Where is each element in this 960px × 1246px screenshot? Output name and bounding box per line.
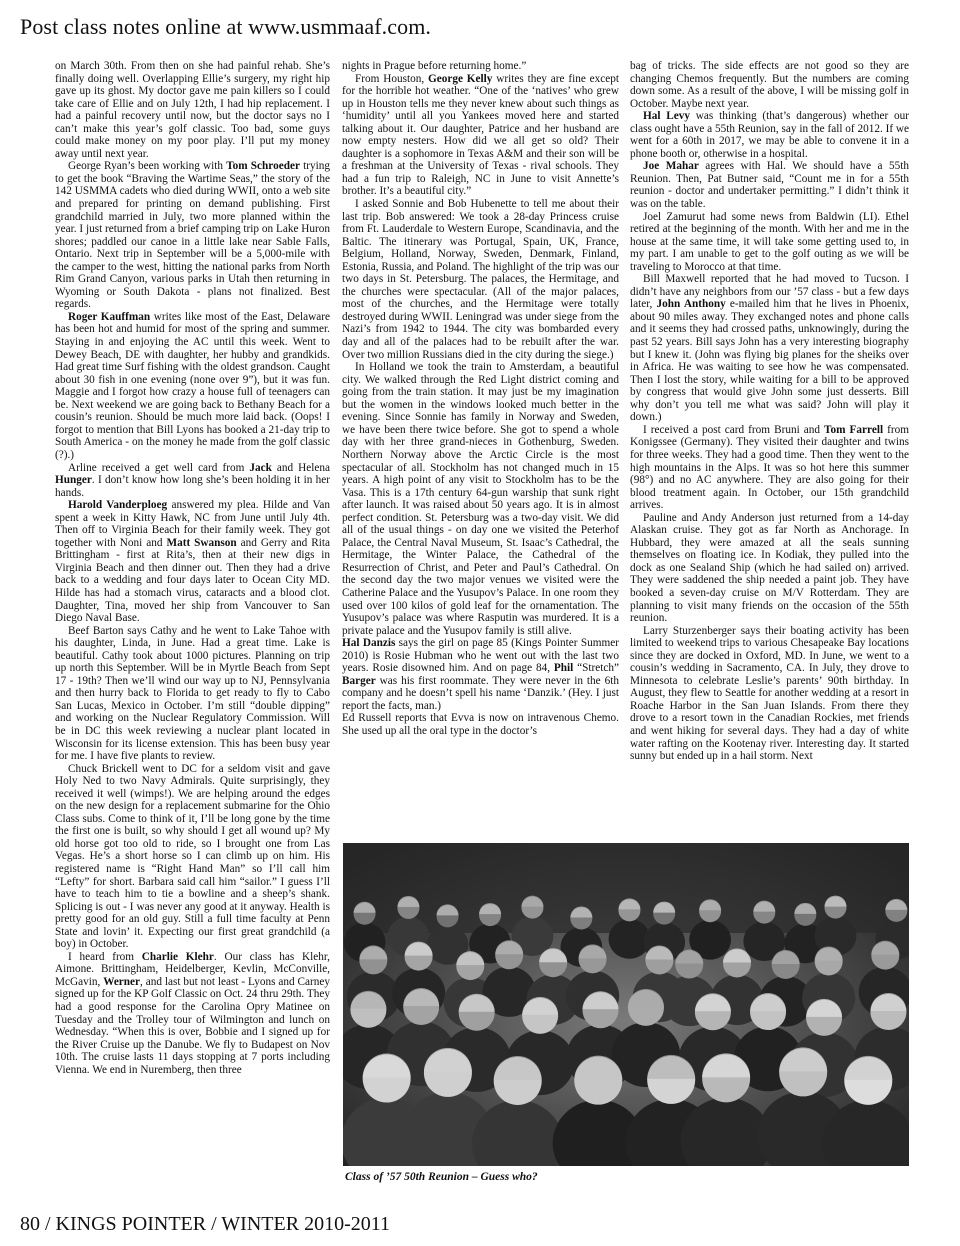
text-run: says the girl on page 85 (Kings Pointer Summer 2010) is Rosie Hubman who he went out with the last two years. Rosie disowned him. And on page 84, [342, 637, 619, 675]
text-column-left [55, 60, 330, 1180]
text-run: bag of tricks. The side effects are not good so they are changing Chemos frequently. But the numbers are coming down some. As a result of the above, I will be missing golf in October. Maybe next year. [630, 60, 909, 110]
paragraph [55, 499, 330, 624]
name-bold: Matt Swanson [166, 536, 237, 549]
text-run: “Stretch” [573, 662, 619, 675]
text-run: writes they are fine except for the horrible hot weather. “One of the ‘natives’ who grew up in Houston tells me they never knew about such things as ‘humidity’ until all you Yankees moved here and started talking about it. Our daughter, Patrice and her husband are now empty nesters. How did we all get so old? Their daughter is a sophomore in Texas A&M and their son will be a freshman at the University of Texas - rival schools. They had a fun trip to Raleigh, NC in June to visit Annette’s brother. It’s a beautiful city.” [342, 72, 619, 198]
text-run: answered my plea. Hilde and Van spent a week in Kitty Hawk, NC from June until July 4th. Then off to Virginia Beach for their family week. They got together with Noni and [55, 499, 331, 549]
text-run: . I don’t know how long she’s been holding it in her hands. [55, 474, 330, 499]
text-run: I received a post card from Bruni and [643, 423, 825, 436]
name-bold: George Kelly [427, 72, 493, 85]
text-run: writes like most of the East, Delaware has been hot and humid for most of the spring and summer. Staying in and enjoying the AC until this week. Went to Dewey Beach, DE with daughter, her hubby and grandkids. Had great time Surf fishing with the oldest grandson. Caught about 30 fish in one evening (none over 9”), but it was fun. Maggie and I forgot how crazy a house full of teenagers can be. Next weekend we are going back to Bethany Beach for a cousin’s reunion. Should be much more laid back. (Oops! I forgot to mention that Bill Lyons has booked a 21-day trip to South America - on the money he made from the golf classic (?).) [55, 310, 330, 461]
text-run: agrees with Hal. We should have a 55th Reunion. Then, Pat Butner said, “Count me in for a 55th reunion - doctor and undertaker permitting.” I didn’t think it was on the table. [630, 160, 909, 211]
text-column-middle [342, 60, 619, 838]
page-footer: 80 / KINGS POINTER / WINTER 2010-2011 [20, 1213, 390, 1235]
paragraph [630, 625, 909, 763]
name-bold: Jack [249, 461, 272, 474]
text-run: on March 30th. From then on she had painful rehab. She’s finally doing well. Overlapping Ellie’s surgery, my right hip gave up its ghost. My doctor gave me pain killers so I could take care of Ellie and on July 12th, I had hip replacement. I had a painful recovery until now, but the doctor says no I can’t make this year’s golf classic. Too bad, some guys could make money on my poor play. I’ll put my money away until next year. [55, 60, 330, 160]
reunion-photo [343, 843, 909, 1166]
name-bold: Joe Mahar [643, 160, 699, 173]
text-run: from Konigssee (Germany). They visited their daughter and twins for three weeks. They had a good time. Then they went to the high mountains in the Alps. It was so hot here this summer (98°) and no AC anywhere. They are also going for their blood treatment again. In October, our 15th grandchild arrives. [630, 423, 910, 512]
text-run: was thinking (that’s dangerous) whether our class ought have a 55th Reunion, say in the fall of 2012. If we went for a 60th in 2017, we may be able to convene it in a phone booth or, otherwise in a hospital. [630, 110, 909, 160]
text-run: George Ryan’s been working with [68, 160, 227, 173]
page-header: Post class notes online at www.usmmaaf.com. [20, 14, 432, 39]
paragraph [55, 951, 330, 1076]
text-run: Ed Russell reports that Evva is now on intravenous Chemo. She used up all the oral type in the doctor’s [342, 712, 619, 737]
paragraph [342, 361, 619, 637]
name-bold: Charlie Klehr [141, 950, 214, 963]
paragraph [342, 712, 619, 737]
name-bold: Hunger [55, 474, 92, 487]
name-bold: Barger [342, 674, 376, 687]
text-run: From Houston, [355, 72, 428, 85]
paragraph [630, 110, 909, 160]
paragraph [342, 198, 619, 361]
text-run: Larry Sturzenberger says their boating activity has been limited to weekend trips to various Chesapeake Bay locations since they are docked in Oxford, MD. In June, we went to a cousin’s wedding in Sacramento, CA. In July, they drove to Minnesota to celebrate Leslie’s parents’ 90th birthday. In August, they flew to Seattle for another wedding at a resort in Roache Harbor in the San Juan Islands. From there they drove to a resort town in the Canadian Rockies, met friends and went hiking for several days. They had a day of white water rafting on the Kootenay river. Interesting day. It started sunny but ended up in a hail storm. Next [630, 624, 909, 763]
text-run: . Our class has Klehr, Aimone. Brittingham, Heidelberger, Kevlin, McConville, McGavin, [55, 950, 330, 988]
text-run: was his first roommate. They were never in the 6th company and he doesn’t spell his name ‘Danzik.’ (Hey. I just report the facts, man.) [342, 674, 619, 712]
name-bold: Tom Farrell [824, 423, 884, 436]
text-run: and Helena [271, 461, 330, 474]
paragraph [630, 512, 909, 625]
paragraph [630, 60, 909, 110]
paragraph [55, 763, 330, 951]
text-run: Arline received a get well card from [68, 461, 250, 474]
paragraph [342, 73, 619, 198]
paragraph [630, 211, 909, 274]
text-run: Chuck Brickell went to DC for a seldom visit and gave Holy Ned to two Navy Admirals. Quite surprisingly, they received it well (wimps!). We are helping around the edges on the new design for a replacement submarine for the Ohio Class subs. Come to think of it, I’ll be long gone by the time the first one is built, so why should I get all wound up? My old horse got too old to ride, so I brought one from Las Vegas. He’s a short horse so I can climb up on him. His registered name is “Right Hand Man” so I’ll call him “Lefty” for short. Barbara said call him “sailor.” I guess I’ll have to teach him to tie a bowline and a sheep’s shank. Splicing is out - I was never any good at it anyway. Health is pretty good for an old guy. Still a full time faculty at Penn State and lovin’ it. Expecting our first great grandchild (a boy) in October. [55, 762, 330, 951]
paragraph [342, 637, 619, 712]
text-run: Bill Maxwell reported that he had moved to Tucson. I didn’t have any neighbors from our ’57 class - but a few days later, [630, 273, 909, 311]
text-run: In Holland we took the train to Amsterdam, a beautiful city. We walked through the Red Light district coming and going from the train station. It may just be my imagination but the women in the windows looked much better in the evening. Since Sonnie has family in Norway and Sweden, we have been there twice before. She got to spend a whole day with her three grand-nieces in Gothenburg, Sweden. Northern Norway above the Arctic Circle is the most spectacular of all. Stockholm has not changed much in 15 years. A high point of any visit to Stockholm has to be the Vasa. This is a 17th century 64-gun warship that sunk right after launch. It was raised about 50 years ago. It is in almost perfect condition. St. Petersburg was a two-day visit. We did all of the usual things - on day one we visited the Peterhof Palace, the Central Naval Museum, St. Isaac’s Cathedral, the Hermitage, the Winter Palace, the Cathedral of the Resurrection of Christ, and Peter and Paul’s Cathedral. On the second day the two major venues we visited were the Catherine Palace and the Yusupov’s Palace. In one room they used over 100 kilos of gold leaf for the ornamentation. The Yusupov’s palace was where Rasputin was murdered. It is a private palace and the Yusupov family is still alive. [342, 361, 619, 637]
paragraph [630, 424, 909, 512]
name-bold: Roger Kauffman [68, 310, 151, 323]
text-run: and Gerry and Rita Brittingham - first at Rita’s, then at their new digs in Virginia Beach and then dinner out. Then they had a drive back to a wedding and four days later to Ocean City MD. Hilde has had a stomach virus, cataracts and a blood clot. Daughter, Tina, moved her ship from Vancouver to San Diego Naval Base. [55, 536, 330, 625]
name-bold: Werner [103, 975, 141, 988]
reunion-photo-illustration [343, 843, 909, 1166]
text-run: Joel Zamurut had some news from Baldwin (LI). Ethel retired at the beginning of the month. With her and me in the house at the same time, it will take some getting used to, in my part. I am unable to get to the golf outing as we will be traveling to Morocco at that time. [630, 210, 909, 273]
name-bold: Tom Schroeder [226, 160, 300, 173]
text-run: Beef Barton says Cathy and he went to Lake Tahoe with his daughter, Linda, in June. Had a great time. Lake is beautiful. Cathy took about 1000 pictures. Planning on trip up north this September. Will be in Myrtle Beach from Sept 17 - 19th? Then we’ll wind our way up to NJ, Pennsylvania and then hurry back to Florida to get ready to fly to Cabo San Lucas, Mexico in October. I’m still “double dipping” and working on the Nuclear Regulatory Commission. Will be in DC this week reviewing a nuclear plant located in Wisconsin for its license extension. This has been busy year for me. I have five plants to review. [55, 624, 330, 763]
text-run: Pauline and Andy Anderson just returned from a 14-day Alaskan cruise. They got as far North as Anchorage. In Hubbard, they were amazed at all the seals sunning themselves on floating ice. In Kodiak, they pulled into the dock as one Sealand Ship (which he had sailed on) arrived. They were saddened the ship needed a paint job. They have booked a seven-day cruise on M/V Rotterdam. They are planning to visit many friends on the occasion of the 55th reunion. [630, 511, 909, 625]
paragraph [55, 462, 330, 500]
text-run: , and last but not least - Lyons and Carney signed up for the KP Golf Classic on Oct. 24 thru 29th. They had a good response for the Carolina Opry Matinee on Tuesday and the Trolley tour of Wilmington and lunch on Wednesday. “When this is over, Bobbie and I signed up for the River Cruise up the Danube. We fly to Budapest on Nov 10th. The cruise lasts 11 days stopping at 7 ports including Vienna. We end in Nuremberg, then three [55, 975, 330, 1076]
paragraph [342, 60, 619, 73]
name-bold: Hal Danzis [342, 637, 396, 650]
text-run: trying to get the book “Braving the Wartime Seas,” the story of the 142 USMMA cadets who died during WWII, onto a web site and prepared for printing on demand publishing. First grandchild married in July, two more planned within the year. I just returned from a brief camping trip on Lake Huron shores; paddled our canoe in a little lake near Sable Falls, Ontario. Next trip in September will be a 5,000-mile with the camper to the west, hitting the national parks from North Rim Grand Canyon, various parks in Utah then returning in Wyoming or South Dakota - plans not finalized. Best regards. [55, 160, 330, 311]
text-run: nights in Prague before returning home.” [342, 60, 527, 72]
text-run: I asked Sonnie and Bob Hubenette to tell me about their last trip. Bob answered: We took a 28-day Princess cruise from Ft. Lauderdale to Western Europe, Scandinavia, and the Baltic. The itinerary was Portugal, Spain, UK, France, Belgium, Holland, Norway, Sweden, Denmark, Finland, Estonia, Russia, and Poland. The highlight of the trip was our two days in St. Petersburg. The palaces, the Hermitage, and the churches were spectacular. (All of the major palaces, most of the churches, and the Hermitage were totally destroyed during WWII. Leningrad was under siege from the Nazi’s from 1942 to 1944. The city was bombarded every day and all of the palaces had to be rebuilt after the war. Over two million Russians died in the city during the siege.) [342, 198, 619, 361]
photo-caption: Class of ’57 50th Reunion – Guess who? [345, 1171, 538, 1183]
paragraph [55, 625, 330, 763]
paragraph [55, 311, 330, 462]
text-column-right [630, 60, 909, 838]
paragraph [55, 160, 330, 311]
paragraph [630, 273, 909, 424]
name-bold: Hal Levy [643, 110, 691, 123]
name-bold: Harold Vanderploeg [68, 499, 168, 512]
paragraph [55, 60, 330, 160]
text-run: I heard from [68, 950, 142, 963]
paragraph [630, 160, 909, 210]
name-bold: John Anthony [656, 298, 726, 311]
name-bold: Phil [553, 662, 574, 675]
text-run: e-mailed him that he lives in Phoenix, about 90 miles away. They exchanged notes and phone calls and it seems they had crossed paths, unknowingly, during the past 52 years. Bill says John has a very interesting biography but I knew it. (John was flying big planes for the sheiks over in Africa. He was waiting to see how he was compensated. Then I lost the story, while waiting for a bill to be approved by congress that would give John some just desserts. Bill why don’t you tell me what was said? John will play it down.) [630, 298, 909, 424]
